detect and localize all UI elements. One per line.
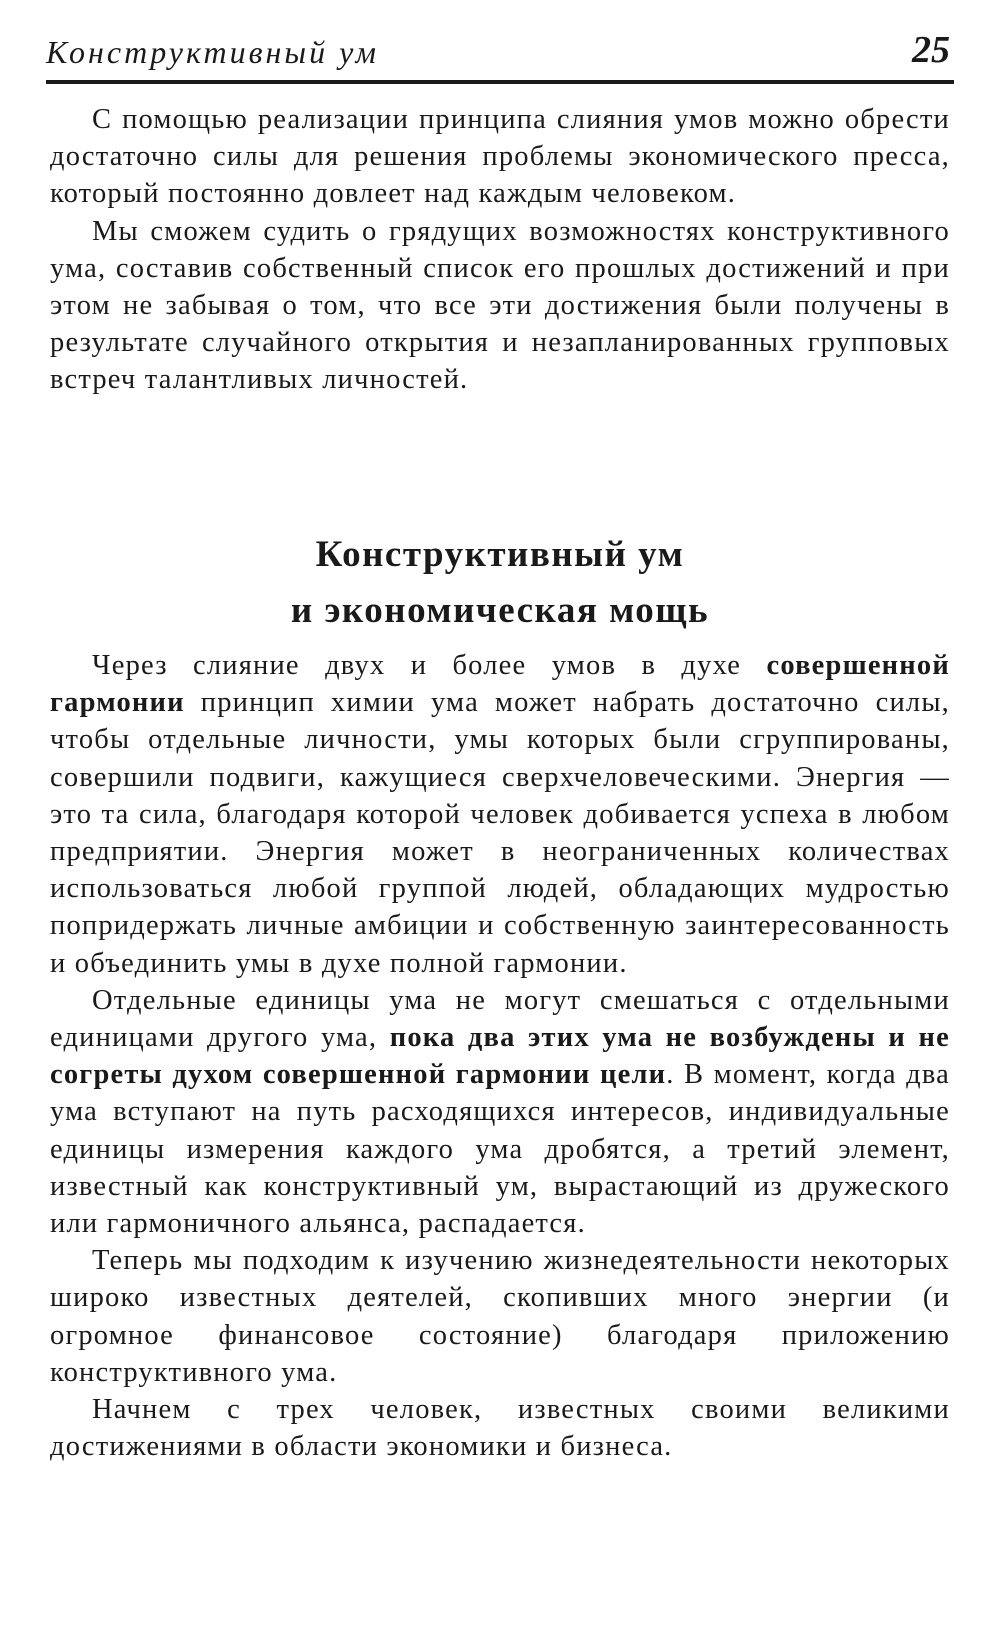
section-text (50, 647, 950, 1465)
section-heading-line: Конструктивный ум (315, 534, 685, 575)
paragraph (50, 982, 950, 1242)
page-number: 25 (912, 29, 950, 71)
running-header (46, 28, 954, 84)
text-run: принцип химии ума может набрать достаточно силы, чтобы отдельные личности, умы которых были сгруппированы, совершили подвиги, кажущиеся сверхчеловеческими. Энергия — это та сила, благодаря которой человек добивается успеха в любом предприятии. Энергия может в неограниченных количествах использоваться любой группой людей, обладающих мудростью попридержать личные амбиции и собственную заинтересованность и объединить умы в духе полной гармонии. (50, 687, 950, 979)
bold-text: совершенной гармонии (50, 650, 950, 719)
paragraph: Теперь мы подходим к изучению жизнедеятельности некоторых широко известных деятелей, скопивших много энергии (и огромное финансовое состояние) благодаря приложению конструктивного ума. (50, 1245, 950, 1388)
chapter-title: Конструктивный ум (46, 34, 379, 70)
paragraph: Мы сможем судить о грядущих возможностях конструктивного ума, составив собственный список его прошлых достижений и при этом не забывая о том, что все эти достижения были получены в результате случайного открытия и незапланированных групповых встреч талантливых личностей. (50, 215, 950, 396)
text-run: Отдельные единицы ума не могут смешаться с отдельными единицами другого ума, (50, 984, 950, 1054)
bold-text: пока два этих ума не возбуждены и не согреты духом совершенной гармонии цели (50, 1022, 950, 1091)
text-run: . В момент, когда два ума вступают на путь расходящихся интересов, индивидуальные единицы измерения каждого ума дробятся, а третий элемент, известный как конструктивный ум, вырастающий из дружеского или гармоничного альянса, распадается. (50, 1059, 950, 1240)
section-heading (0, 527, 1000, 639)
intro-text (50, 101, 950, 399)
section-heading-line: и экономическая мощь (290, 590, 710, 631)
paragraph (50, 647, 950, 982)
text-run: Через слияние двух и более умов в духе (92, 650, 767, 681)
paragraph: Начнем с трех человек, известных своими великими достижениями в области экономики и бизнеса. (50, 1394, 950, 1463)
paragraph: С помощью реализации принципа слияния умов можно обрести достаточно силы для решения проблемы экономического пресса, который постоянно довлеет над каждым человеком. (50, 104, 950, 210)
